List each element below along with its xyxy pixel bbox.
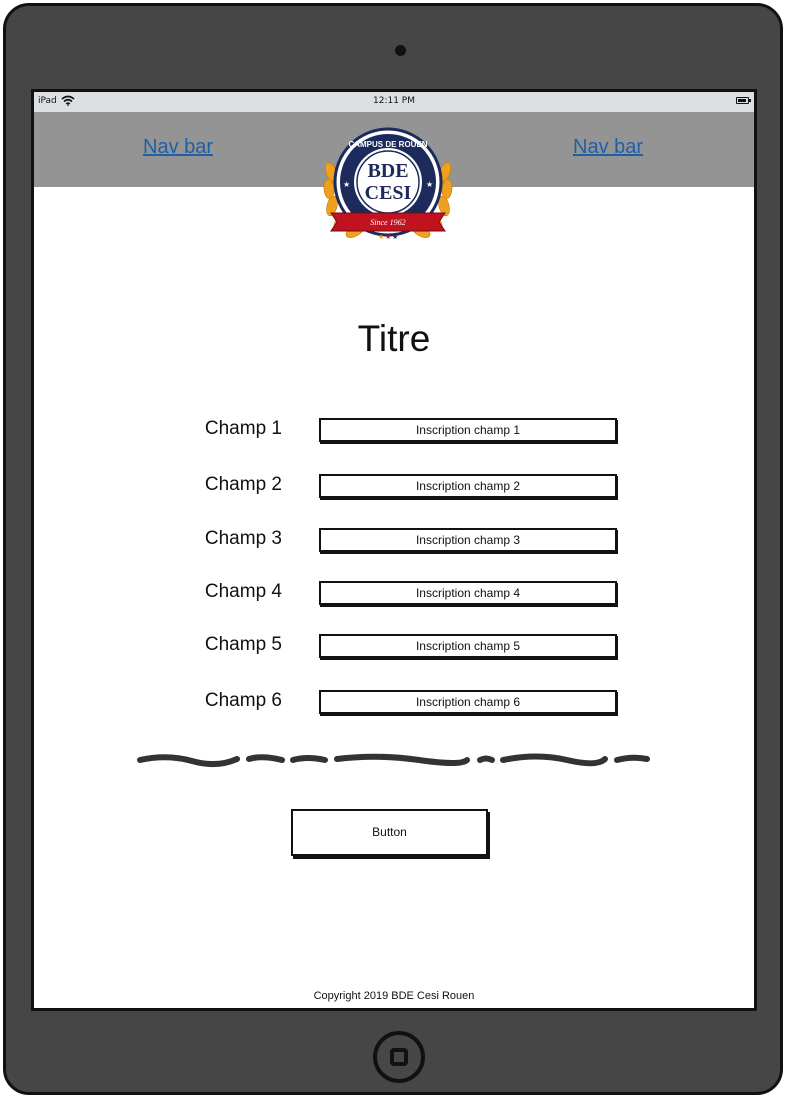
logo-top-text: CAMPUS DE ROUEN xyxy=(348,140,428,149)
logo-line2: CESI xyxy=(364,182,412,204)
screen xyxy=(31,89,757,1011)
field-input-2[interactable]: Inscription champ 2 xyxy=(319,474,617,498)
status-carrier: iPad xyxy=(38,96,57,106)
status-bar xyxy=(34,92,754,112)
bde-cesi-logo[interactable] xyxy=(321,127,455,252)
battery-icon xyxy=(736,97,749,104)
field-input-5[interactable]: Inscription champ 5 xyxy=(319,634,617,658)
footer-copyright: Copyright 2019 BDE Cesi Rouen xyxy=(313,990,475,1002)
status-time: 12:11 PM xyxy=(373,96,415,106)
field-label-4: Champ 4 xyxy=(204,581,282,602)
camera-icon xyxy=(395,45,406,56)
page-title: Titre xyxy=(357,318,431,359)
field-label-3: Champ 3 xyxy=(204,528,282,549)
svg-text:★: ★ xyxy=(426,180,434,189)
field-label-2: Champ 2 xyxy=(204,474,282,495)
scribbled-text-placeholder xyxy=(137,748,651,768)
nav-link-right[interactable]: Nav bar xyxy=(573,136,644,158)
field-input-6[interactable]: Inscription champ 6 xyxy=(319,690,617,714)
home-button[interactable] xyxy=(373,1031,425,1083)
svg-text:★: ★ xyxy=(378,233,385,241)
field-label-6: Champ 6 xyxy=(204,690,282,711)
field-label-1: Champ 1 xyxy=(204,418,282,439)
logo-line1: BDE xyxy=(367,160,409,182)
field-input-1[interactable]: Inscription champ 1 xyxy=(319,418,617,442)
home-square-icon xyxy=(390,1048,408,1066)
field-input-3[interactable]: Inscription champ 3 xyxy=(319,528,617,552)
submit-button[interactable]: Button xyxy=(291,809,488,856)
svg-text:★: ★ xyxy=(385,233,392,241)
logo-ribbon-text: Since 1962 xyxy=(370,218,406,227)
field-input-4[interactable]: Inscription champ 4 xyxy=(319,581,617,605)
svg-text:★: ★ xyxy=(392,233,399,241)
nav-link-left[interactable]: Nav bar xyxy=(143,136,214,158)
field-label-5: Champ 5 xyxy=(204,634,282,655)
svg-text:★: ★ xyxy=(343,180,351,189)
